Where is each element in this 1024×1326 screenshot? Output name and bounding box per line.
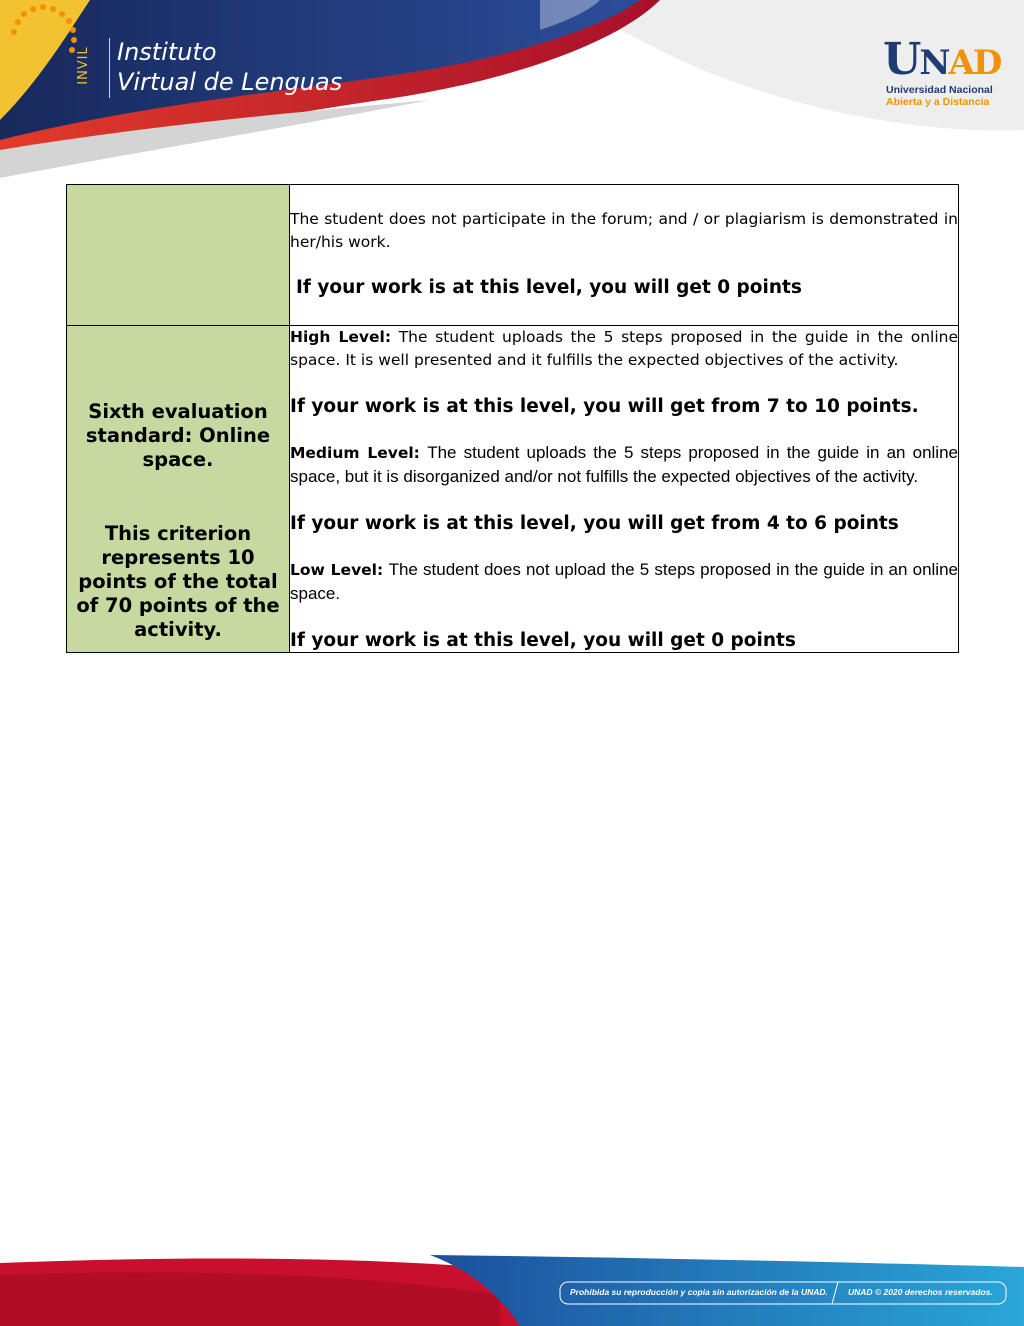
high-level-label: High Level: <box>290 328 392 346</box>
institute-name-line1: Instituto <box>117 38 217 66</box>
table-row <box>67 185 959 326</box>
unad-subtitle-line1: Universidad Nacional <box>886 84 993 96</box>
medium-level-points: If your work is at this level, you will get from 4 to 6 points <box>290 513 899 534</box>
points-statement: If your work is at this level, you will get 0 points <box>296 277 802 298</box>
unad-dots-icon <box>0 0 120 95</box>
medium-level-label: Medium Level: <box>290 444 420 462</box>
footer-copyright: UNAD © 2020 derechos reservados. <box>848 1287 993 1297</box>
page-header <box>0 0 1024 180</box>
criterion-note: This criterion represents 10 points of the total of 70 points of the activity. <box>76 522 280 641</box>
rubric-table <box>66 184 959 653</box>
levels-cell <box>290 326 959 653</box>
footer-notice: Prohibida su reproducción y copia sin autorización de la UNAD. <box>570 1287 828 1297</box>
unad-subtitle-line2: Abierta y a Distancia <box>886 96 990 108</box>
level-description-cell <box>290 185 959 326</box>
level-description-text: The student does not participate in the forum; and / or plagiarism is demonstrated in her/his work. <box>290 210 958 251</box>
low-level-label: Low Level: <box>290 561 384 579</box>
institute-name-line2: Virtual de Lenguas <box>117 68 343 96</box>
high-level-text: High Level: The student uploads the 5 steps proposed in the guide in the online space. It is well presented and it fulfills the expected objectives of the activity. <box>290 328 959 369</box>
low-level-text: Low Level: The student does not upload the 5 steps proposed in the guide in an online space. <box>290 560 958 603</box>
high-level-points: If your work is at this level, you will get from 7 to 10 points. <box>290 396 919 417</box>
table-row <box>67 326 959 653</box>
criterion-cell-empty <box>67 185 290 326</box>
unad-wordmark: UNAD <box>883 34 1001 85</box>
invil-text: INVIL <box>75 46 91 85</box>
criterion-cell <box>67 326 290 653</box>
criterion-title: Sixth evaluation standard: Online space. <box>85 400 271 471</box>
low-level-points: If your work is at this level, you will get 0 points <box>290 630 796 651</box>
medium-level-text: Medium Level: The student uploads the 5 steps proposed in the guide in an online space, but it is disorganized and/or not fulfills the expected objectives of the activity. <box>290 443 958 486</box>
